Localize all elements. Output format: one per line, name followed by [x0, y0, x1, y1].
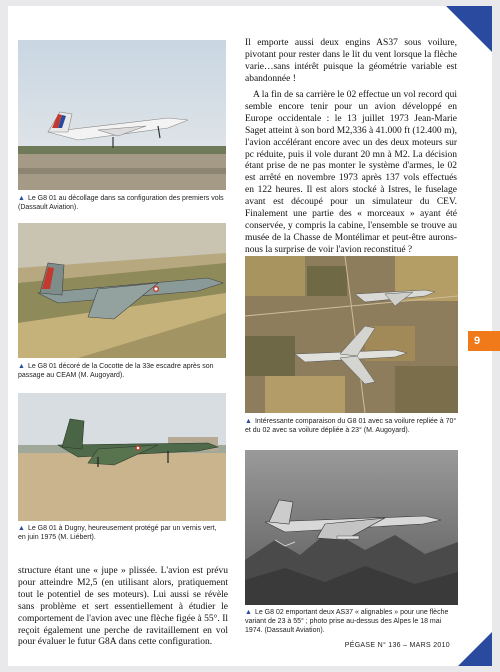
photo-takeoff [18, 40, 226, 190]
caption-photo-alps: ▲ Le G8 02 emportant deux AS37 « alignables » pour une flèche variant de 23 à 55° ; photo prise au-dessus des Alpes le 18 mai 1974. (Dassault Aviation). [245, 609, 449, 634]
photo-g8-02-alps [245, 450, 458, 605]
caption-photo-dugny: ▲ Le G8 01 à Dugny, heureusement protégé par un vernis vert, en juin 1975 (M. Liébert). [18, 525, 217, 541]
photo-cocotte-livery [18, 223, 226, 358]
page-number-tab [468, 331, 500, 351]
caption-photo-aerial: ▲ Intéressante comparaison du G8 01 avec sa voilure repliée à 70° et du 02 avec sa voilure dépliée à 23° (M. Augoyard). [245, 418, 457, 434]
caption-triangle-icon: ▲ [18, 195, 25, 202]
left-body-text: structure étant une « jupe » plissée. L'avion est prévu pour atteindre M2,5 (en utilisant alors, pratiquement tout le potentiel de ses moteurs). Lui aussi se révèle sans problème et sert essentiellement à étudier le comportement de l'avion avec une flèche figée à 55°. Il reçoit également une perche de ravitaillement en vol pour évaluer le futur G8A dans cette configuration. [18, 566, 228, 648]
corner-decoration-bottom [458, 632, 492, 666]
right-paragraph-2: A la fin de sa carrière le 02 effectue un vol record qui semble encore tenir pour un avion développé en Europe occidentale : le 13 juillet 1973 Jean-Marie Saget atteint à son bord M2,336 à 41.000 ft (12.400 m), l'avion accélérant encore avec un des deux moteurs sur pc réduite, puis il vole durant 20 mn à M2. La décision étant prise de ne pas monter le système d'armes, le 02 est arrêté en novembre 1973 après 137 vols effectués en 122 heures. Il est alors stocké à Istres, le fuselage avant est découpé pour un simulateur du CEV. Finalement une partie des « morceaux » ayant été conservée, y compris la cabine, l'ensemble se trouve au musée de la Chasse de Montélimar et peut-être aurons-nous la surprise de voir l'avion reconstitué ? [245, 90, 457, 255]
caption-triangle-icon: ▲ [18, 525, 25, 532]
right-paragraph-1: Il emporte aussi deux engins AS37 sous voilure, pivotant pour rester dans le lit du vent lorsque la flèche varie…sans intérêt puisque la géométrie variable est abandonnée ! [245, 38, 457, 84]
page-footer: PÉGASE N° 136 – MARS 2010 [344, 642, 450, 649]
caption-triangle-icon: ▲ [245, 609, 252, 616]
caption-photo-takeoff: ▲ Le G8 01 au décollage dans sa configuration des premiers vols (Dassault Aviation). [18, 195, 224, 211]
caption-triangle-icon: ▲ [18, 363, 25, 370]
photo-dugny [18, 393, 226, 521]
photo-aerial-comparison [245, 256, 458, 413]
caption-photo-cocotte: ▲ Le G8 01 décoré de la Cocotte de la 33e escadre après son passage au CEAM (M. Augoyard). [18, 363, 214, 379]
page-number: 9 [474, 335, 481, 347]
caption-triangle-icon: ▲ [245, 418, 252, 425]
